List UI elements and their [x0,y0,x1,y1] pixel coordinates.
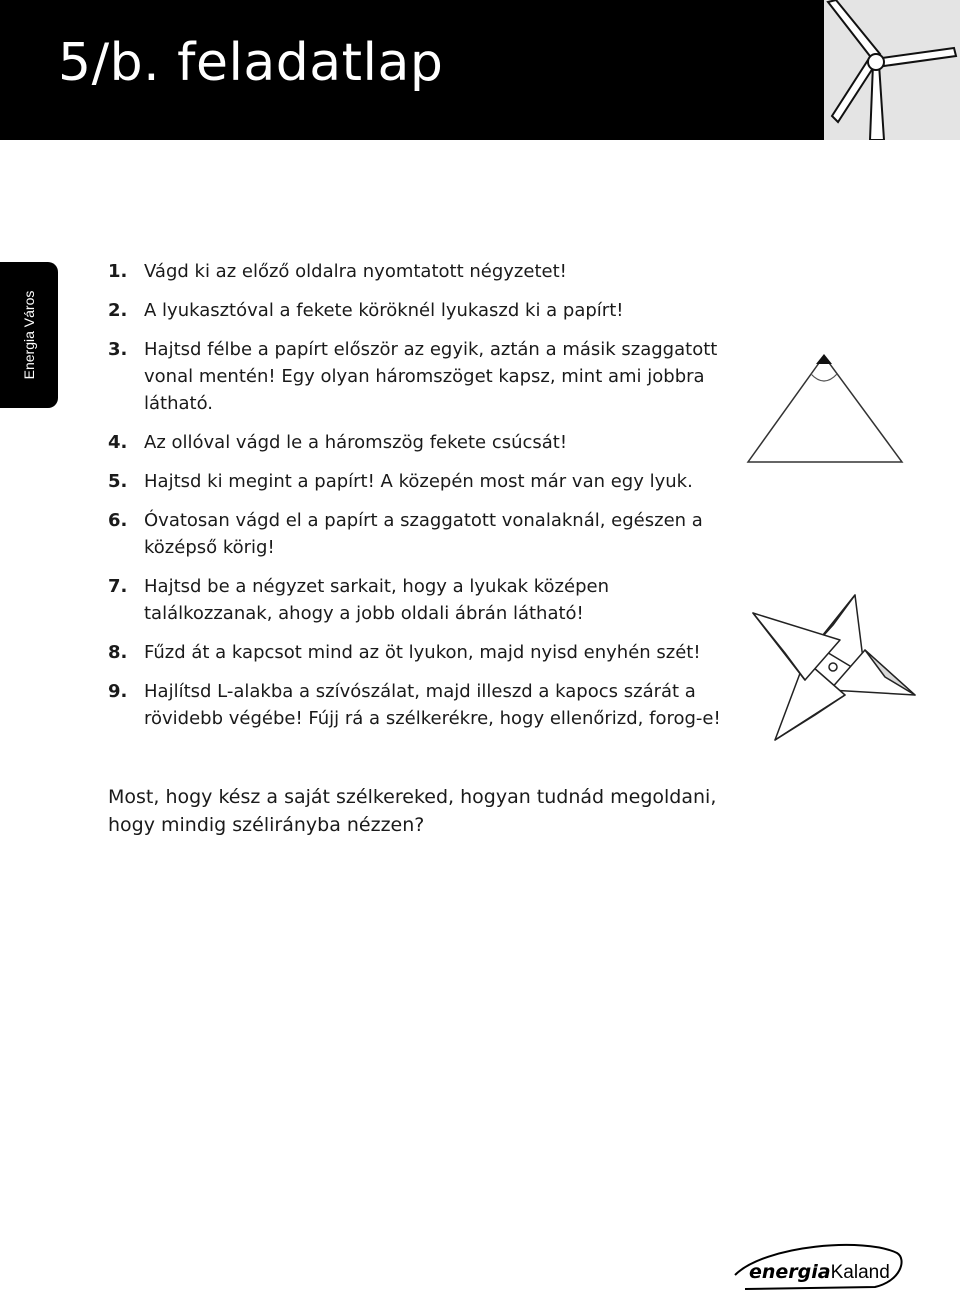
list-item [108,336,728,417]
instruction-list [108,258,728,744]
list-item [108,258,728,285]
list-item [108,429,728,456]
wind-turbine-icon [824,0,960,140]
logo-part-energia: energia [749,1261,831,1283]
step-number: 3. [108,339,128,360]
header-bar [0,0,824,140]
step-text: A lyukasztóval a fekete köröknél lyukaszd ki a papírt! [144,300,624,321]
energiakaland-logo [725,1235,905,1295]
list-item [108,678,728,732]
step-number: 9. [108,681,128,702]
list-item [108,507,728,561]
step-text: Fűzd át a kapcsot mind az öt lyukon, majd nyisd enyhén szét! [144,642,701,663]
logo-text [749,1261,890,1284]
step-text: Az ollóval vágd le a háromszög fekete csúcsát! [144,432,568,453]
wind-turbine-illustration [824,0,960,140]
step-text: Hajtsd be a négyzet sarkait, hogy a lyukak középen találkozzanak, ahogy a jobb oldali ábrán látható! [144,576,609,624]
list-item [108,297,728,324]
step-number: 6. [108,510,128,531]
step-text: Óvatosan vágd el a papírt a szaggatott vonalaknál, egészen a középső körig! [144,510,703,558]
side-tab [0,262,58,408]
step-number: 4. [108,432,128,453]
logo-part-kaland: Kaland [830,1262,890,1283]
step-number: 2. [108,300,128,321]
side-tab-label: Energia Város [21,290,37,380]
step-text: Hajtsd ki megint a papírt! A közepén most már van egy lyuk. [144,471,693,492]
step-number: 8. [108,642,128,663]
page-title: 5/b. feladatlap [58,33,444,93]
list-item [108,573,728,627]
step-text: Hajtsd félbe a papírt először az egyik, aztán a másik szaggatott vonal mentén! Egy olyan háromszöget kapsz, mint ami jobbra látható. [144,339,718,414]
step-text: Vágd ki az előző oldalra nyomtatott négyzetet! [144,261,567,282]
closing-question: Most, hogy kész a saját szélkereked, hogyan tudnád megoldani, hogy mindig szélirányba nézzen? [108,786,717,836]
pinwheel-icon [745,585,925,745]
step-number: 7. [108,576,128,597]
step-number: 1. [108,261,128,282]
step-text: Hajlítsd L-alakba a szívószálat, majd illeszd a kapocs szárát a rövidebb végébe! Fújj rá a szélkerékre, hogy ellenőrizd, forog-e! [144,681,721,729]
triangle-icon [740,350,910,470]
list-item [108,468,728,495]
step-number: 5. [108,471,128,492]
list-item [108,639,728,666]
